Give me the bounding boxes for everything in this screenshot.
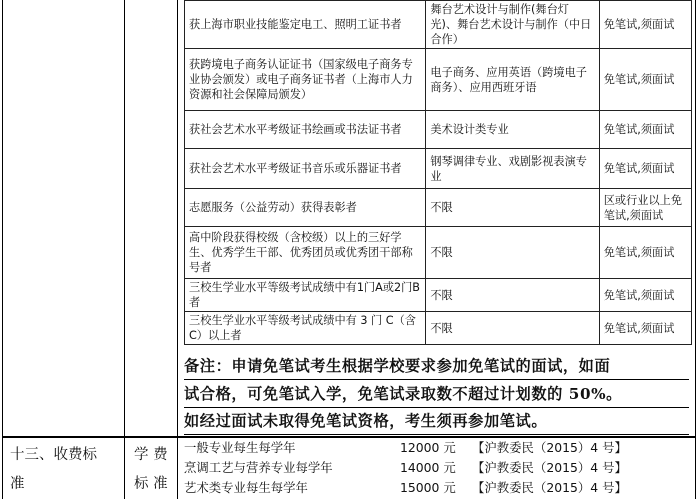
fee-amount: 12000 元 [400,440,456,455]
exemption-row [185,189,692,227]
fee-row [184,480,690,496]
major-cell: 不限 [426,279,599,312]
fee-row [184,440,690,456]
certificate-cell: 获社会艺术水平考级证书绘画或书法证书者 [185,111,426,149]
frame-right-border [695,0,696,499]
frame-divider-2 [177,0,178,499]
exemption-row [185,149,692,189]
exemption-row [185,312,692,345]
major-cell: 电子商务、应用英语（跨境电子商务）、应用西班牙语 [426,49,599,111]
certificate-cell: 三校生学业水平等级考试成绩中有1门A或2门B者 [185,279,426,312]
major-cell: 钢琴调律专业、戏剧影视表演专业 [426,149,599,189]
certificate-cell: 三校生学业水平等级考试成绩中有 3 门 C（含C）以上者 [185,312,426,345]
exemption-row [185,111,692,149]
note-line-3: 如经过面试未取得免笔试资格，考生须再参加笔试。 [184,408,689,435]
requirement-cell: 免笔试,须面试 [599,1,691,49]
fee-amount: 15000 元 [400,480,456,495]
requirement-cell: 免笔试,须面试 [599,49,691,111]
exemption-row [185,279,692,312]
fee-item: 烹调工艺与营养专业每学年 [184,460,333,475]
section-title-line-2: 准 [10,476,25,492]
note-line-2: 试合格，可免笔试入学，免笔试录取数不超过计划数的 50%。 [184,381,689,408]
fee-reference: 【沪教委民（2015）4 号】 [472,440,627,455]
section-title-line-1: 十三、收费标 [10,447,97,463]
requirement-cell: 免笔试,须面试 [599,312,691,345]
major-cell: 不限 [426,227,599,279]
subsection-label-line-1: 学 费 [134,447,168,463]
major-cell: 不限 [426,312,599,345]
certificate-cell: 获社会艺术水平考级证书音乐或乐器证书者 [185,149,426,189]
requirement-cell: 区或行业以上免笔试,须面试 [599,189,691,227]
exemption-row [185,49,692,111]
fee-reference: 【沪教委民（2015）4 号】 [472,460,627,475]
exemption-row [185,1,692,49]
fee-reference: 【沪教委民（2015）4 号】 [472,480,627,495]
requirement-cell: 免笔试,须面试 [599,279,691,312]
fee-item: 艺术类专业每生每学年 [184,480,308,495]
frame-section-top [2,436,696,438]
major-cell: 不限 [426,189,599,227]
note-line-1: 备注：申请免笔试考生根据学校要求参加免笔试的面试，如面 [184,353,689,380]
fee-row [184,460,690,476]
certificate-cell: 获跨境电子商务认证证书（国家级电子商务专业协会颁发）或电子商务证书者（上海市人力资源和社会保障局颁发） [185,49,426,111]
exemption-table [184,0,692,345]
frame-divider-1 [124,0,125,499]
requirement-cell: 免笔试,须面试 [599,227,691,279]
subsection-label-line-2: 标 准 [134,476,168,492]
fee-amount: 14000 元 [400,460,456,475]
requirement-cell: 免笔试,须面试 [599,149,691,189]
fee-item: 一般专业每生每学年 [184,440,296,455]
frame-left-border [2,0,3,499]
major-cell: 舞台艺术设计与制作(舞台灯光)、舞台艺术设计与制作（中日合作） [426,1,599,49]
major-cell: 美术设计类专业 [426,111,599,149]
certificate-cell: 高中阶段获得校级（含校级）以上的三好学生、优秀学生干部、优秀团员或优秀团干部称号者 [185,227,426,279]
certificate-cell: 志愿服务（公益劳动）获得表彰者 [185,189,426,227]
requirement-cell: 免笔试,须面试 [599,111,691,149]
certificate-cell: 获上海市职业技能鉴定电工、照明工证书者 [185,1,426,49]
exemption-row [185,227,692,279]
